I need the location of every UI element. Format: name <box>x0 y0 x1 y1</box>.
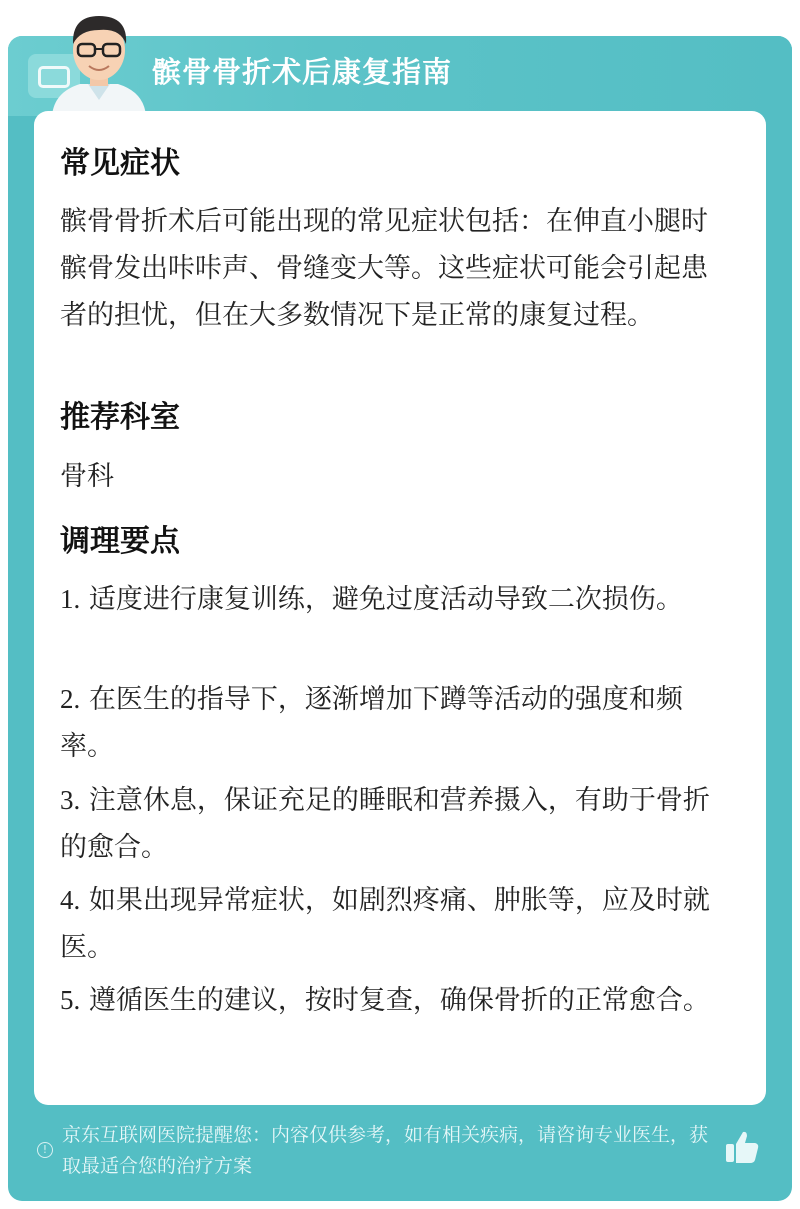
list-item-number: 5. <box>60 985 81 1015</box>
list-item-number: 2. <box>60 684 81 714</box>
list-item <box>60 777 724 871</box>
list-item <box>60 977 724 1024</box>
symptoms-text: 髌骨骨折术后可能出现的常见症状包括：在伸直小腿时髌骨发出咔咔声、骨缝变大等。这些症状可能会引起患者的担忧，但在大多数情况下是正常的康复过程。 <box>60 206 708 331</box>
info-icon: ! <box>37 1142 53 1158</box>
list-item-text: 遵循医生的建议，按时复查，确保骨折的正常愈合。 <box>88 985 710 1016</box>
section-title-symptoms: 常见症状 <box>60 146 180 181</box>
list-item-text: 注意休息，保证充足的睡眠和营养摄入，有助于骨折的愈合。 <box>60 785 710 863</box>
list-item-text: 如果出现异常症状，如剧烈疼痛、肿胀等，应及时就医。 <box>60 885 710 963</box>
page-title: 髌骨骨折术后康复指南 <box>152 55 453 89</box>
section-title-department: 推荐科室 <box>60 400 180 435</box>
list-item-number: 4. <box>60 885 81 915</box>
section-title-care-points: 调理要点 <box>60 524 180 559</box>
department-text: 骨科 <box>60 461 114 492</box>
list-item-text: 在医生的指导下，逐渐增加下蹲等活动的强度和频率。 <box>60 684 683 762</box>
list-item-text: 适度进行康复训练，避免过度活动导致二次损伤。 <box>88 584 683 615</box>
thumbs-up-icon[interactable] <box>724 1128 760 1166</box>
doctor-avatar-icon <box>44 4 154 116</box>
disclaimer-text: 京东互联网医院提醒您：内容仅供参考，如有相关疾病，请咨询专业医生，获取最适合您的治疗方案 <box>62 1124 709 1177</box>
list-item <box>60 576 724 623</box>
list-item-number: 1. <box>60 584 81 614</box>
list-item <box>60 676 724 770</box>
list-item-number: 3. <box>60 785 81 815</box>
list-item <box>60 877 724 971</box>
